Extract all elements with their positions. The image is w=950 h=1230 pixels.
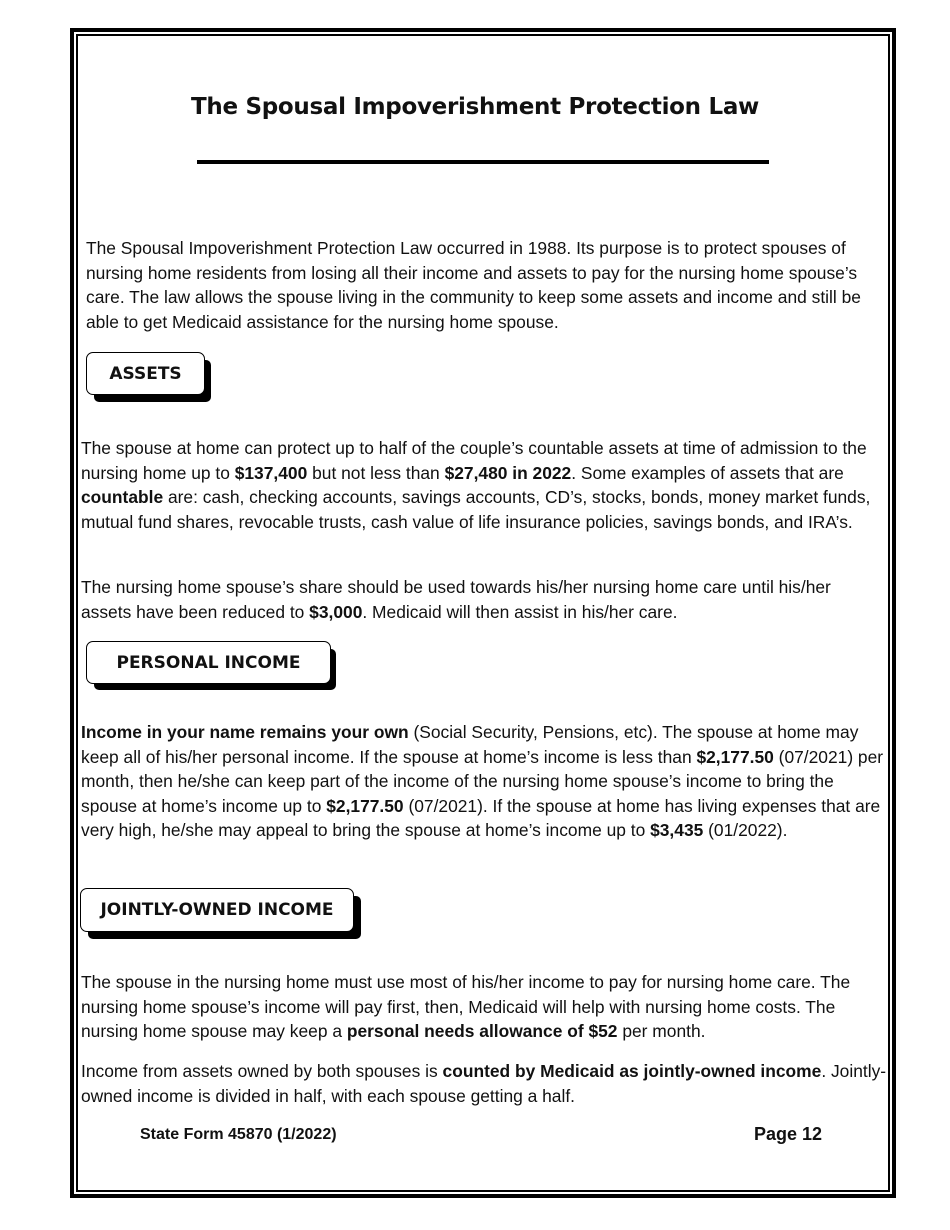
personal-income-heading-label: PERSONAL INCOME bbox=[116, 652, 301, 673]
jointly-owned-paragraph-2: Income from assets owned by both spouses is counted by Medicaid as jointly-owned income. Jointly-owned income is divided in half, with each spouse getting a half. bbox=[81, 1061, 887, 1106]
assets-heading-label: ASSETS bbox=[109, 363, 182, 384]
intro-paragraph: The Spousal Impoverishment Protection Law occurred in 1988. Its purpose is to protect spouses of nursing home residents from losing all their income and assets to pay for the nursing home spouse’s care. The law allows the spouse living in the community to keep some assets and income and still be able to get Medicaid assistance for the nursing home spouse. bbox=[86, 238, 861, 332]
title-underline bbox=[197, 160, 769, 164]
assets-heading-box bbox=[86, 352, 205, 395]
assets-paragraph-2: The nursing home spouse’s share should be used towards his/her nursing home care until his/her assets have been reduced to $3,000. Medicaid will then assist in his/her care. bbox=[81, 577, 831, 622]
jointly-owned-paragraph-1: The spouse in the nursing home must use most of his/her income to pay for nursing home care. The nursing home spouse’s income will pay first, then, Medicaid will help with nursing home costs. The nursing home spouse may keep a personal needs allowance of $52 per month. bbox=[81, 972, 851, 1042]
jointly-owned-heading-box bbox=[80, 888, 354, 932]
assets-paragraph-1: The spouse at home can protect up to half of the couple’s countable assets at time of admission to the nursing home up to $137,400 but not less than $27,480 in 2022. Some examples of assets that are countable are: cash, checking accounts, savings accounts, CD’s, stocks, bonds, money market funds, mutual fund shares, revocable trusts, cash value of life insurance policies, savings bonds, and IRA’s. bbox=[81, 438, 871, 532]
personal-income-heading-box bbox=[86, 641, 331, 684]
form-number: State Form 45870 (1/2022) bbox=[140, 1126, 337, 1143]
jointly-owned-heading-label: JOINTLY-OWNED INCOME bbox=[100, 900, 334, 920]
personal-income-paragraph: Income in your name remains your own (Social Security, Pensions, etc). The spouse at home may keep all of his/her personal income. If the spouse at home’s income is less than $2,177.50 (07/2021) per month, then he/she can keep part of the income of the nursing home spouse’s income to bring the spouse at home’s income up to $2,177.50 (07/2021). If the spouse at home has living expenses that are very high, he/she may appeal to bring the spouse at home’s income up to $3,435 (01/2022). bbox=[81, 722, 884, 841]
page-title: The Spousal Impoverishment Protection Law bbox=[190, 94, 759, 120]
page-number: Page 12 bbox=[754, 1124, 823, 1144]
